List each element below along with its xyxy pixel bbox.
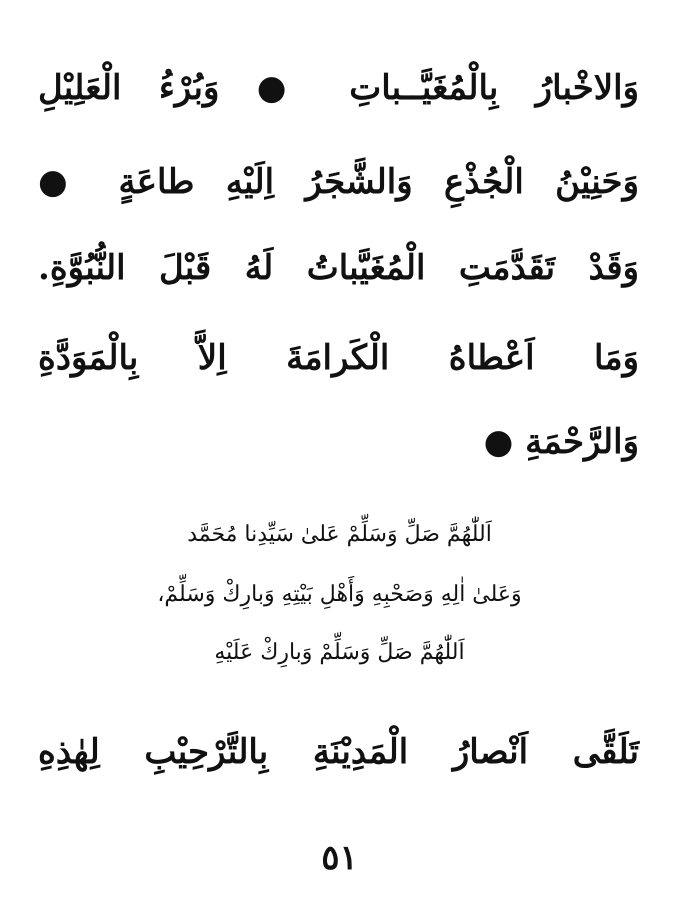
text-line-4: وَمَا اَعْطاهُ الْكَرامَةَ اِلاَّ بِالْمَوَدَّةِ [38, 338, 639, 378]
text-line-3: وَقَدْ تَقَدَّمَتِ الْمُغَيَّباتُ لَهُ قَبْلَ النُّبُوَّةِ. [38, 248, 639, 288]
text-line-1: وَالاخْبارُ بِالْمُغَيَّــباتِ ● وَبُرْءُ الْعَلِيْلِ [38, 68, 639, 108]
salawat-line-2: وَعَلىٰ اٰلِهِ وَصَحْبِهِ وَأَهْلِ بَيْتِهِ وَبارِكْ وَسَلِّمْ، [157, 582, 522, 607]
salawat-line-1: اَللّٰهُمَّ صَلِّ وَسَلِّمْ عَلىٰ سَيِّدِنا مُحَمَّد [187, 522, 492, 547]
page-number: ٥١ [321, 838, 358, 878]
text-line-2: وَحَنِيْنُ الْجُذْعِ وَالشَّجَرُ اِلَيْهِ طاعَةٍ ● [38, 162, 639, 202]
salawat-line-3: اَللّٰهُمَّ صَلِّ وَسَلِّمْ وَبارِكْ عَلَيْهِ [214, 640, 465, 665]
continuation-line: تَلَقَّى اَنْصارُ الْمَدِيْنَةِ بِالتَّرْحِيْبِ لِهٰذِهِ [38, 732, 639, 772]
text-line-5: وَالرَّحْمَةِ ● [483, 422, 639, 462]
